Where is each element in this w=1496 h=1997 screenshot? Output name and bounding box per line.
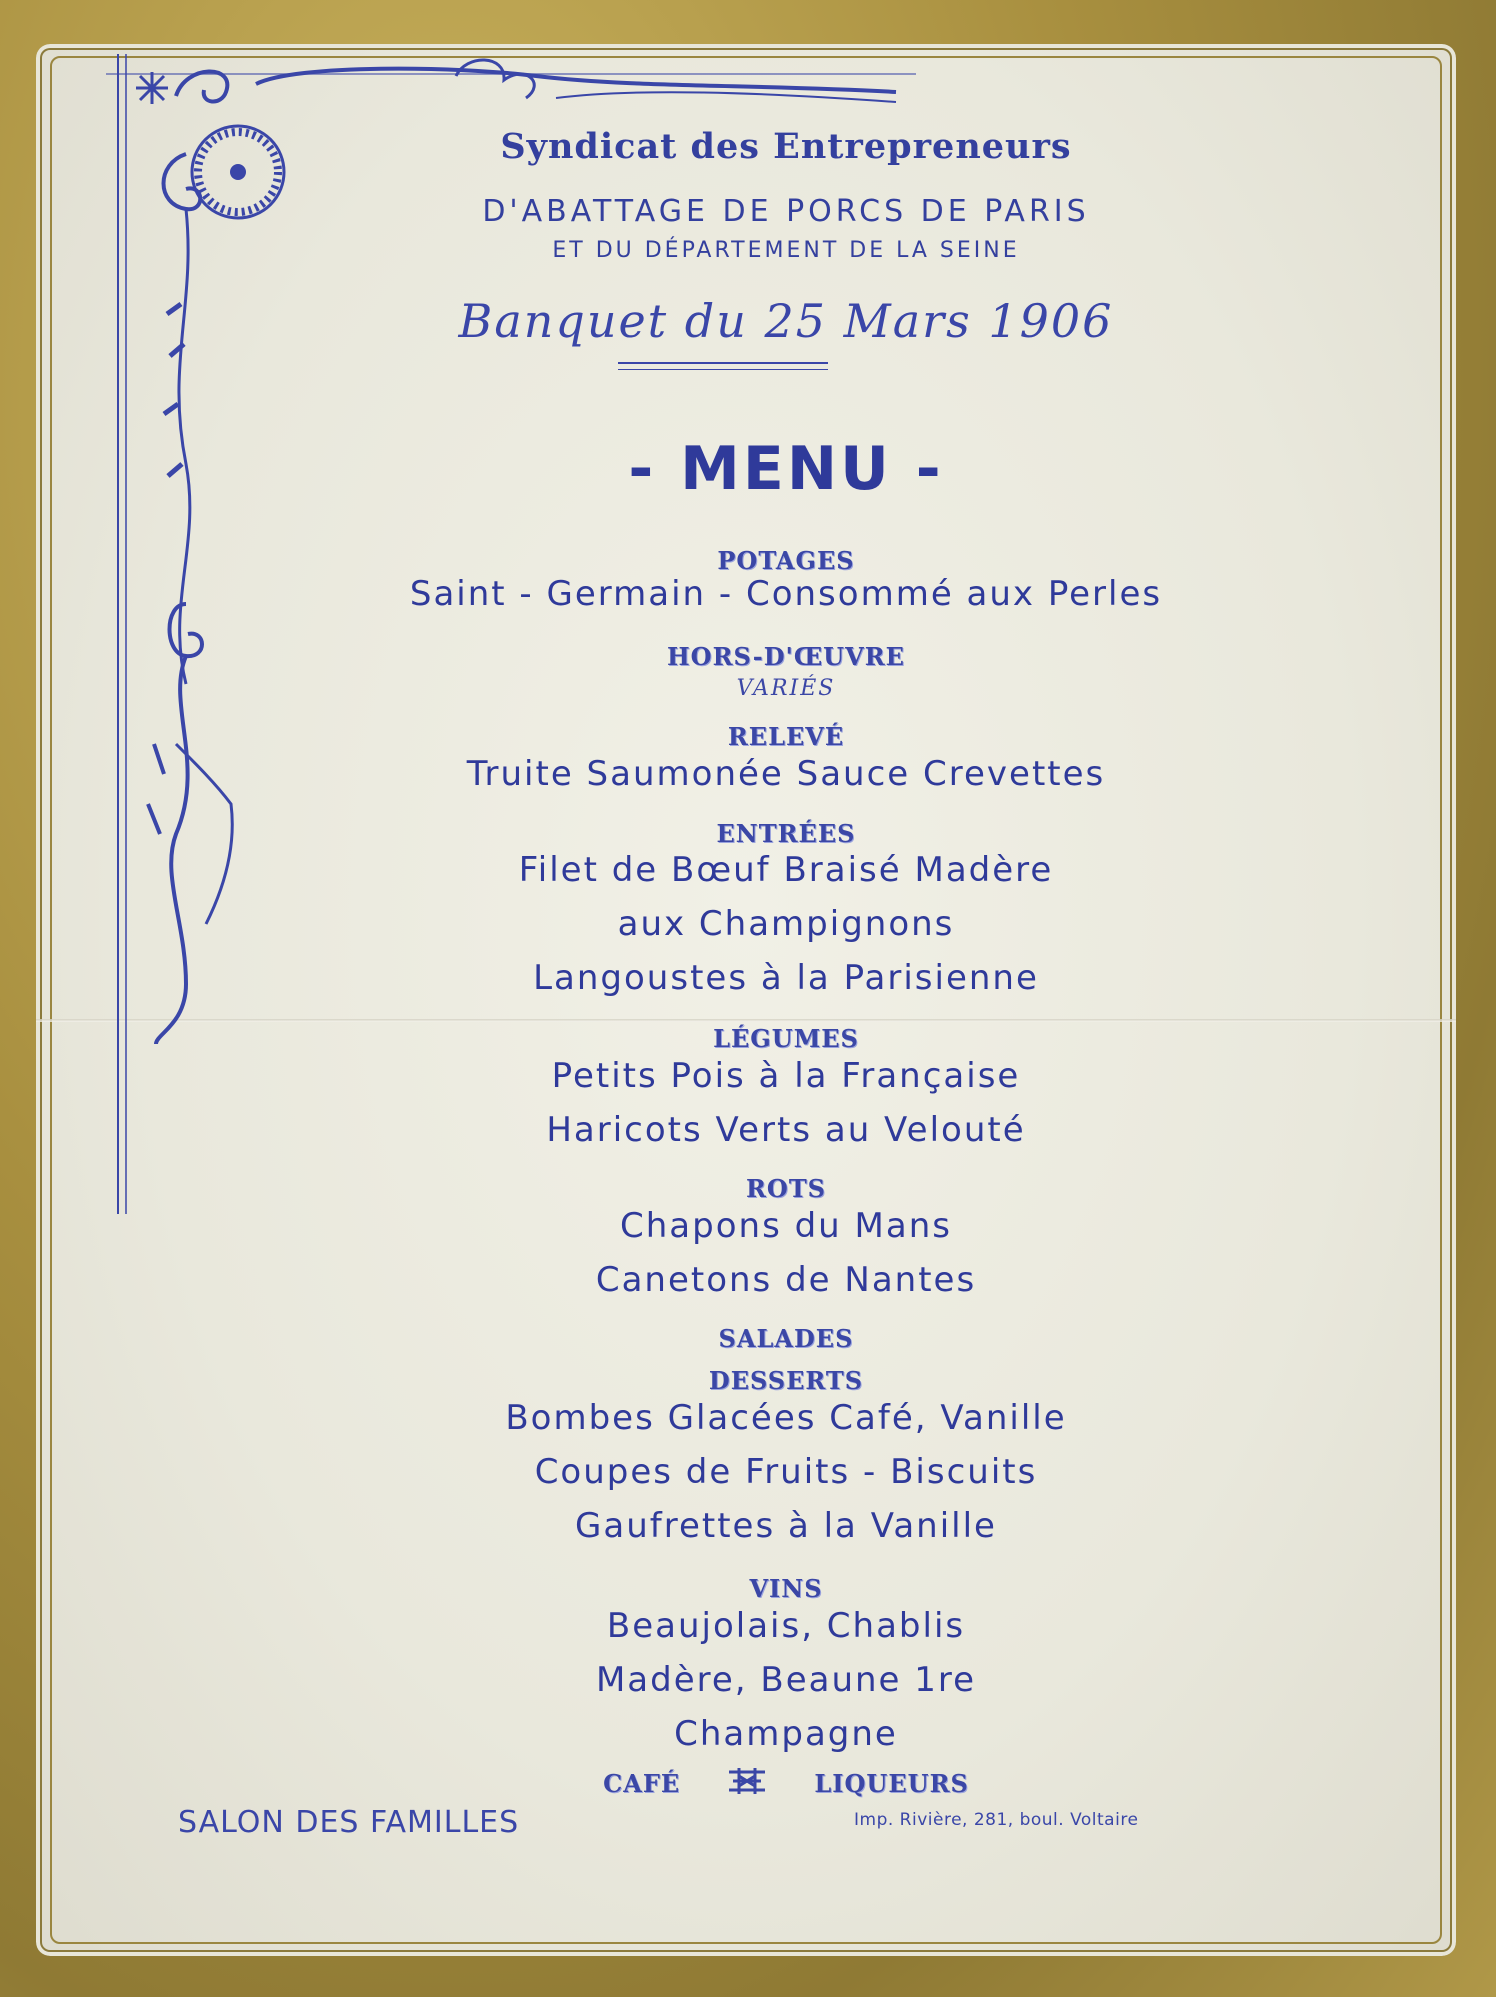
section-entrees: ENTRÉES [716,819,856,848]
wine-3: Champagne [674,1714,898,1754]
syndicate-region: ET DU DÉPARTEMENT DE LA SEINE [552,238,1020,263]
banquet-underline [618,362,828,370]
dish-rot-2: Canetons de Nantes [595,1260,977,1300]
dish-rot-1: Chapons du Mans [620,1206,952,1246]
closing-cafe: CAFÉ [603,1768,681,1798]
dish-hors-doeuvre: VARIÉS [736,676,836,701]
dish-entree-3: Langoustes à la Parisienne [533,958,1039,998]
wine-2: Madère, Beaune 1re [595,1660,977,1700]
dish-legume-2: Haricots Verts au Velouté [546,1110,1026,1150]
menu-title: - MENU - [628,434,944,504]
wine-1: Beaujolais, Chablis [606,1606,966,1646]
section-legumes: LÉGUMES [713,1024,859,1053]
printer-credit: Imp. Rivière, 281, boul. Voltaire [854,1810,1139,1830]
section-hors-doeuvre: HORS-D'ŒUVRE [667,642,905,671]
section-rots: ROTS [745,1174,827,1203]
banquet-date: Banquet du 25 Mars 1906 [458,294,1114,348]
section-potages: POTAGES [717,546,855,575]
section-vins: VINS [749,1574,823,1603]
closing-row [36,1766,1456,1800]
dish-legume-1: Petits Pois à la Française [551,1056,1021,1096]
dish-entree-1: Filet de Bœuf Braisé Madère [518,850,1054,890]
dish-dessert-2: Coupes de Fruits - Biscuits [534,1452,1038,1492]
dish-dessert-3: Gaufrettes à la Vanille [575,1506,997,1546]
section-releve: RELEVÉ [727,722,845,751]
dish-entree-2: aux Champignons [617,904,955,944]
venue-name: SALON DES FAMILLES [178,1805,520,1840]
syndicate-title: Syndicat des Entrepreneurs [500,126,1072,167]
fold-crease [36,1019,1456,1022]
dish-dessert-1: Bombes Glacées Café, Vanille [505,1398,1067,1438]
closing-liqueurs: LIQUEURS [814,1768,969,1798]
section-desserts: DESSERTS [708,1366,864,1395]
dish-potage: Saint - Germain - Consommé aux Perles [409,574,1163,614]
syndicate-subtitle: D'ABATTAGE DE PORCS DE PARIS [482,194,1090,229]
knot-ornament-icon [725,1766,769,1800]
dish-releve: Truite Saumonée Sauce Crevettes [466,754,1106,794]
section-salades: SALADES [718,1324,854,1353]
menu-card [36,44,1456,1956]
